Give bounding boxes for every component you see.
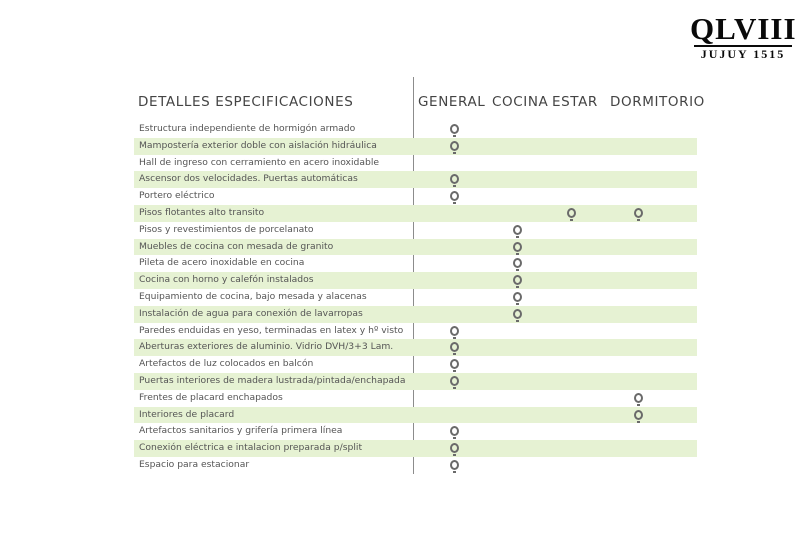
- row-label: Aberturas exteriores de aluminio. Vidrio DVH/3+3 Lam.: [139, 341, 394, 353]
- row-label: Interiores de placard: [139, 408, 235, 420]
- logo-main-text: QLVIII: [690, 11, 797, 46]
- table-row: [134, 457, 697, 474]
- row-label: Artefactos de luz colocados en balcón: [139, 358, 314, 370]
- table-row: [134, 239, 697, 256]
- table-row: [134, 205, 697, 222]
- table-row: [134, 255, 697, 272]
- column-header-estar: ESTAR: [552, 94, 598, 110]
- table-row: [134, 323, 697, 340]
- check-mark-icon-general: [450, 460, 459, 470]
- logo-address-text: JUJUY 1515: [694, 45, 792, 60]
- row-label: Instalación de agua para conexión de lavarropas: [139, 307, 363, 319]
- check-mark-icon-estar: [567, 208, 576, 218]
- check-mark-icon-cocina: [513, 275, 522, 285]
- table-row: [134, 373, 697, 390]
- row-label: Espacio para estacionar: [139, 458, 250, 470]
- check-mark-icon-cocina: [513, 292, 522, 302]
- table-row: [134, 289, 697, 306]
- check-mark-icon-general: [450, 191, 459, 201]
- row-label: Cocina con horno y calefón instalados: [139, 274, 314, 286]
- check-mark-icon-general: [450, 124, 459, 134]
- column-header-cocina: COCINA: [492, 94, 549, 110]
- check-mark-icon-dormitorio: [634, 410, 643, 420]
- specifications-table: [134, 121, 697, 474]
- table-row: [134, 171, 697, 188]
- table-row: [134, 121, 697, 138]
- row-label: Portero eléctrico: [139, 190, 215, 202]
- row-label: Estructura independiente de hormigón armado: [139, 123, 356, 134]
- check-mark-icon-general: [450, 326, 459, 336]
- row-label: Pisos y revestimientos de porcelanato: [139, 223, 314, 235]
- table-row: [134, 188, 697, 205]
- table-title: DETALLES ESPECIFICACIONES: [138, 94, 354, 110]
- check-mark-icon-cocina: [513, 309, 522, 319]
- check-mark-icon-general: [450, 141, 459, 151]
- brand-logo: [690, 11, 797, 61]
- table-row: [134, 407, 697, 424]
- table-row: [134, 339, 697, 356]
- check-mark-icon-cocina: [513, 258, 522, 268]
- check-mark-icon-cocina: [513, 225, 522, 235]
- row-label: Pileta de acero inoxidable en cocina: [139, 257, 305, 269]
- check-mark-icon-general: [450, 342, 459, 352]
- row-label: Equipamiento de cocina, bajo mesada y alacenas: [139, 290, 367, 302]
- check-mark-icon-cocina: [513, 242, 522, 252]
- row-label: Puertas interiores de madera lustrada/pintada/enchapada: [139, 374, 406, 386]
- row-label: Conexión eléctrica e intalacion preparada p/split: [139, 442, 363, 454]
- table-row: [134, 272, 697, 289]
- check-mark-icon-dormitorio: [634, 393, 643, 403]
- check-mark-icon-general: [450, 376, 459, 386]
- row-label: Paredes enduidas en yeso, terminadas en latex y hº visto: [139, 324, 404, 336]
- row-label: Mampostería exterior doble con aislación hidráulica: [139, 139, 377, 151]
- row-label: Muebles de cocina con mesada de granito: [139, 240, 334, 252]
- row-label: Pisos flotantes alto transito: [139, 206, 265, 218]
- table-row: [134, 155, 697, 172]
- check-mark-icon-general: [450, 426, 459, 436]
- check-mark-icon-dormitorio: [634, 208, 643, 218]
- column-header-dormitorio: DORMITORIO: [610, 94, 705, 110]
- column-header-general: GENERAL: [418, 94, 486, 110]
- table-row: [134, 440, 697, 457]
- row-label: Artefactos sanitarios y grifería primera línea: [139, 425, 343, 437]
- row-label: Hall de ingreso con cerramiento en acero inoxidable: [139, 156, 380, 168]
- table-row: [134, 222, 697, 239]
- check-mark-icon-general: [450, 359, 459, 369]
- table-row: [134, 138, 697, 155]
- check-mark-icon-general: [450, 443, 459, 453]
- check-mark-icon-general: [450, 174, 459, 184]
- table-row: [134, 423, 697, 440]
- table-row: [134, 390, 697, 407]
- table-row: [134, 356, 697, 373]
- row-label: Ascensor dos velocidades. Puertas automáticas: [139, 173, 358, 185]
- row-label: Frentes de placard enchapados: [139, 391, 283, 403]
- table-row: [134, 306, 697, 323]
